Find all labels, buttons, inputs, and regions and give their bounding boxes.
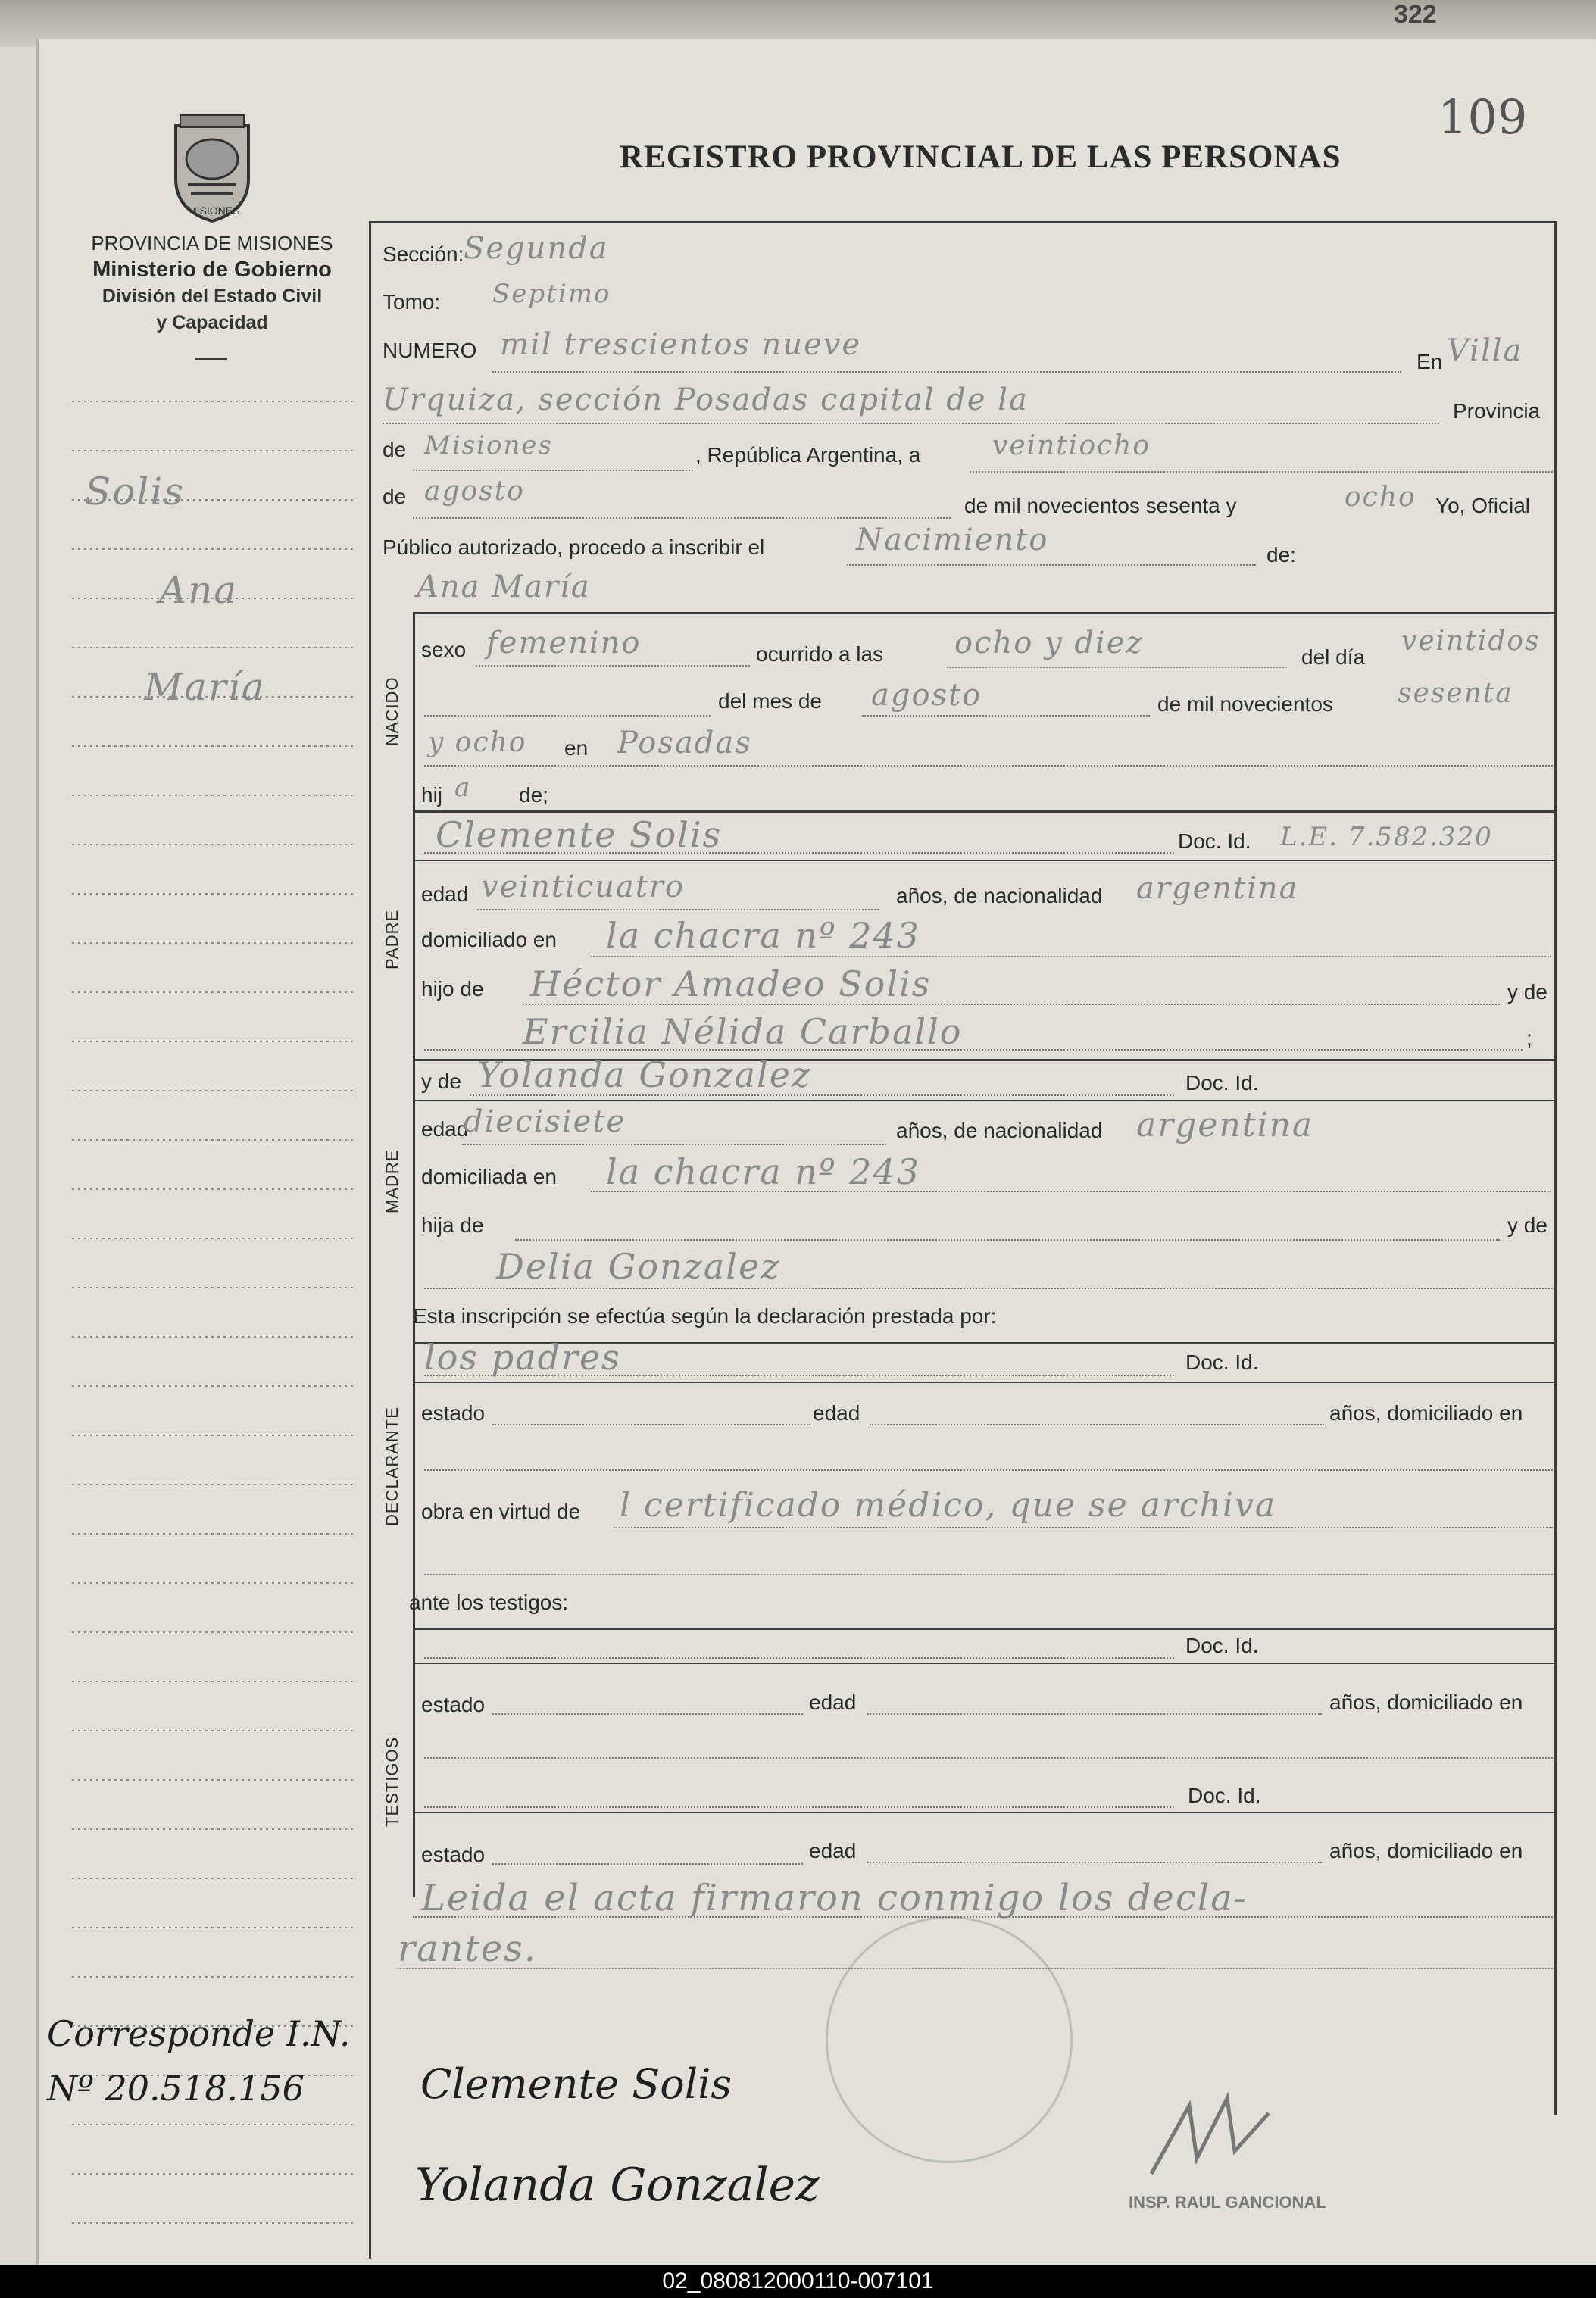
testigo2-estado-dots	[492, 1863, 803, 1865]
sesenta-value: sesenta	[1398, 678, 1513, 709]
obra-label: obra en virtud de	[421, 1500, 581, 1523]
hijo-de-label: de;	[519, 783, 548, 807]
madre-domicilio-value: la chacra nº 243	[606, 1151, 921, 1192]
ocurrido-label: ocurrido a las	[756, 642, 884, 666]
testigo1-doc-label: Doc. Id.	[1185, 1634, 1259, 1657]
page-number: 109	[1438, 89, 1528, 145]
sexo-label: sexo	[421, 638, 467, 661]
padre-semicolon: ;	[1526, 1026, 1532, 1050]
form-left-border	[369, 221, 371, 2259]
image-id-footer: 02_080812000110-007101	[0, 2265, 1596, 2298]
padre-domiciliado-label: domiciliado en	[421, 928, 557, 951]
mes-nac-value: agosto	[871, 678, 982, 713]
declarante-edad-dots	[870, 1424, 1324, 1425]
testigos-top-line	[413, 1628, 1555, 1630]
sexo-dots	[476, 665, 750, 667]
republica-label: , República Argentina, a	[695, 443, 921, 467]
padre-edad-dots	[477, 909, 879, 910]
padre-nombre: Clemente Solis	[436, 814, 723, 855]
official-stamp-text: INSP. RAUL GANCIONAL	[1129, 2193, 1326, 2212]
padre-y-de-label: y de	[1507, 980, 1548, 1004]
mes-dots	[413, 517, 951, 519]
acto-value: Nacimiento	[856, 523, 1049, 557]
declarante-edad-label: edad	[813, 1401, 860, 1425]
padre-doc-label: Doc. Id.	[1178, 829, 1251, 853]
del-dia-label: del día	[1301, 645, 1366, 669]
de-colon-label: de:	[1266, 543, 1296, 567]
madre-nombre: Yolanda Gonzalez	[477, 1054, 812, 1095]
anio-value: ocho	[1345, 482, 1416, 513]
nac-line2-dots	[424, 715, 711, 717]
officer-signature-mark	[1144, 2083, 1280, 2189]
declaracion-label: Esta inscripción se efectúa según la declaración prestada por:	[413, 1304, 997, 1328]
testigo2-underline	[413, 1812, 1555, 1813]
acto-dots	[847, 564, 1256, 566]
form-top-border	[369, 221, 1555, 223]
numero-value: mil trescientos nueve	[500, 327, 862, 362]
office-capacity: y Capacidad	[156, 312, 268, 333]
padre-padre-value: Héctor Amadeo Solis	[530, 963, 932, 1004]
nacido-section-label: NACIDO	[383, 676, 401, 746]
testigos-section-label: TESTIGOS	[383, 1736, 401, 1827]
madre-dom-dots	[591, 1191, 1551, 1192]
padre-madre-dots	[424, 1049, 1523, 1051]
testigo1-edad-label: edad	[809, 1691, 857, 1714]
madre-edad-label: edad	[421, 1117, 469, 1141]
hora-value: ocho y diez	[954, 626, 1144, 660]
declarante-dom-dots	[424, 1469, 1553, 1471]
madre-section-label: MADRE	[383, 1149, 401, 1213]
en-value: Villa	[1447, 333, 1523, 368]
tab-number: 322	[1394, 0, 1437, 29]
hijo-label: hij	[421, 783, 443, 807]
seccion-value: Segunda	[464, 231, 609, 266]
en-label: En	[1416, 350, 1443, 373]
declarante-estado-label: estado	[421, 1401, 486, 1425]
testigo1-estado-dots	[492, 1713, 803, 1715]
padre-domicilio-value: la chacra nº 243	[606, 915, 921, 956]
provincia-dots	[413, 470, 693, 471]
del-mes-label: del mes de	[718, 689, 822, 713]
dia-value: veintiocho	[992, 430, 1151, 461]
dia-dots	[970, 471, 1553, 473]
padre-padre-dots	[523, 1004, 1500, 1005]
office-block	[61, 230, 364, 336]
section-divider	[413, 614, 415, 1897]
margin-surname: Solis	[85, 470, 185, 514]
testigo1-estado-label: estado	[421, 1693, 486, 1716]
testigo1-anios-label: años, domiciliado en	[1329, 1691, 1523, 1714]
padre-nombre-dots	[424, 852, 1174, 854]
testigo2-dots	[424, 1806, 1174, 1808]
provincia-value: Misiones	[424, 430, 553, 461]
padre-nacionalidad-value: argentina	[1136, 871, 1299, 906]
oficial-label: Yo, Oficial	[1435, 494, 1531, 517]
margin-note-line1: Corresponde I.N.	[47, 2013, 351, 2054]
declarante-value: los padres	[424, 1337, 621, 1378]
madre-madre-value: Delia Gonzalez	[496, 1246, 781, 1287]
margin-name1: Ana	[159, 568, 239, 612]
yocho-value: y ocho	[428, 727, 527, 758]
testigo2-edad-label: edad	[809, 1839, 857, 1862]
mes-value: agosto	[424, 476, 525, 507]
margin-note-line2: Nº 20.518.156	[47, 2068, 305, 2109]
hora-dots	[947, 667, 1286, 668]
mes-nac-dots	[862, 715, 1150, 717]
madre-nacionalidad-value: argentina	[1136, 1106, 1314, 1144]
testigo2-doc-label: Doc. Id.	[1188, 1784, 1261, 1807]
obra-dots	[614, 1527, 1553, 1528]
hijo-suffix: a	[454, 773, 472, 803]
lugar-dots	[424, 765, 1553, 767]
testigo2-estado-label: estado	[421, 1843, 486, 1866]
madre-y-de-label: y de	[421, 1069, 461, 1093]
signature-madre: Yolanda Gonzalez	[415, 2159, 820, 2212]
declarante-estado-dots	[492, 1424, 810, 1425]
madre-hija-dots	[515, 1239, 1500, 1241]
testigo1-dom-dots	[424, 1757, 1553, 1759]
padre-name-underline	[413, 860, 1555, 861]
seccion-label: Sección:	[383, 242, 464, 266]
declarante-anios-label: años, domiciliado en	[1329, 1401, 1523, 1425]
padre-hijo-de-label: hijo de	[421, 977, 484, 1001]
page-title: REGISTRO PROVINCIAL DE LAS PERSONAS	[620, 139, 1341, 175]
padre-edad-label: edad	[421, 882, 469, 906]
padre-doc-value: L.E. 7.582.320	[1280, 822, 1493, 852]
numero-label: NUMERO	[383, 339, 477, 362]
madre-edad-dots	[462, 1144, 886, 1145]
padre-madre-value: Ercilia Nélida Carballo	[523, 1011, 963, 1052]
crest-label: MISIONES	[188, 205, 240, 217]
mil-nov-label: de mil novecientos	[1157, 692, 1333, 716]
nombre-value: Ana María	[417, 570, 591, 604]
anio-label: de mil novecientos sesenta y	[964, 494, 1237, 517]
closing-dots1	[413, 1916, 1553, 1918]
padre-dom-dots	[591, 956, 1551, 957]
padre-section-label: PADRE	[383, 909, 401, 969]
nacido-top-line	[413, 612, 1555, 614]
office-ministry: Ministerio de Gobierno	[92, 258, 332, 282]
numero-dots	[492, 371, 1401, 373]
office-province: PROVINCIA DE MISIONES	[91, 232, 333, 254]
madre-edad-value: diecisiete	[464, 1104, 626, 1139]
madre-doc-label: Doc. Id.	[1185, 1071, 1259, 1094]
obra-value: l certificado médico, que se archiva	[620, 1486, 1277, 1525]
testigo2-edad-dots	[867, 1862, 1322, 1863]
madre-domiciliada-label: domiciliada en	[421, 1165, 557, 1188]
madre-hija-de-label: hija de	[421, 1213, 484, 1237]
testigo1-edad-dots	[867, 1713, 1322, 1715]
declarante-section-label: DECLARANTE	[383, 1407, 401, 1526]
sexo-value: femenino	[486, 626, 642, 660]
madre-name-underline	[413, 1100, 1555, 1101]
official-seal	[826, 1916, 1073, 2163]
declarante-dots	[424, 1375, 1174, 1376]
testigos-intro: ante los testigos:	[409, 1591, 569, 1614]
closing-line1: Leida el acta firmaron conmigo los decla-	[421, 1877, 1248, 1919]
declarante-doc-label: Doc. Id.	[1185, 1350, 1259, 1374]
testigo1-dots	[424, 1657, 1174, 1659]
madre-nombre-dots	[470, 1094, 1174, 1096]
provincia-de-label: de	[383, 438, 407, 461]
madre-hija-y-de-label: y de	[1507, 1213, 1548, 1237]
place-line: Urquiza, sección Posadas capital de la	[383, 382, 1029, 417]
mes-de-label: de	[383, 485, 407, 508]
margin-name2: María	[144, 665, 266, 709]
tomo-label: Tomo:	[383, 290, 441, 314]
provincia-label: Provincia	[1453, 399, 1541, 423]
publico-label: Público autorizado, procedo a inscribir el	[383, 535, 765, 559]
closing-line2: rantes.	[398, 1928, 538, 1970]
tomo-value: Septimo	[492, 279, 611, 309]
padre-edad-value: veinticuatro	[481, 870, 685, 904]
declarante-name-underline	[413, 1382, 1555, 1383]
madre-nacionalidad-label: años, de nacionalidad	[896, 1119, 1103, 1142]
padre-top-line	[413, 810, 1555, 813]
office-underline	[195, 358, 227, 360]
testigo1-underline	[413, 1663, 1555, 1664]
place-dots	[383, 423, 1439, 424]
lugar-value: Posadas	[617, 726, 752, 760]
testigo2-anios-label: años, domiciliado en	[1329, 1839, 1523, 1862]
signature-padre: Clemente Solis	[420, 2060, 732, 2108]
obra-dots-2	[424, 1574, 1553, 1575]
dia-nac-value: veintidos	[1401, 626, 1541, 657]
form-right-border	[1554, 221, 1557, 2115]
margin-rules	[72, 356, 360, 2234]
en-lugar-label: en	[564, 736, 589, 760]
padre-nacionalidad-label: años, de nacionalidad	[896, 884, 1103, 907]
madre-madre-dots	[424, 1288, 1553, 1289]
office-division: División del Estado Civil	[102, 286, 323, 307]
